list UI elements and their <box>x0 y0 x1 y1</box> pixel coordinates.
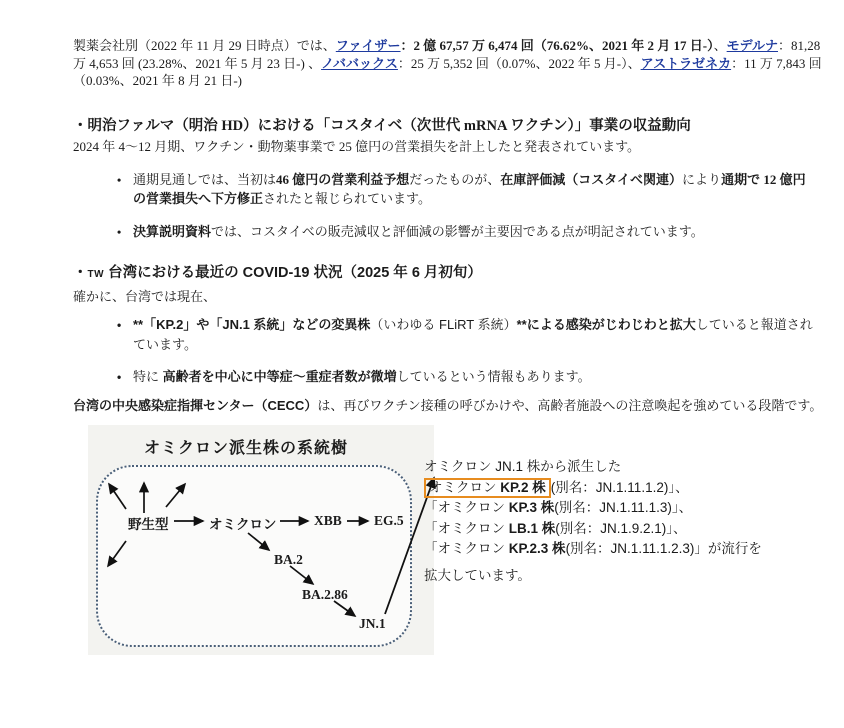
text-segment: KP.2 株 <box>500 479 546 495</box>
paragraph-vaccine-stats <box>73 37 830 90</box>
list-item-variants-flirt <box>115 315 815 354</box>
text-segment: されたと報じられています。 <box>263 191 431 206</box>
text-segment: しているという情報もあります。 <box>396 369 591 384</box>
text-segment: 「オミクロン <box>424 541 509 556</box>
text-segment: では、コスタイベの販売減収と評価減の影響が主要因である点が明記されています。 <box>211 223 704 239</box>
hyperlink[interactable]: アストラゼネカ <box>640 55 732 71</box>
text-segment: 高齢者を中心に中等症～重症者数が微増 <box>162 369 397 384</box>
paragraph-meiji-intro: 2024 年 4～12 月期、ワクチン・動物薬事業で 25 億円の営業損失を計上したと発表されています。 <box>73 138 641 154</box>
text-segment: LB.1 株 <box>508 520 556 536</box>
side-note-line <box>424 457 834 478</box>
hyperlink[interactable]: ファイザー <box>335 38 401 53</box>
side-note-line-kp2 <box>424 478 834 499</box>
text-segment: (別名：JN.1.9.2.1)」、 <box>555 520 687 536</box>
text-segment: (別名：JN.1.11.1.3)」、 <box>554 500 693 515</box>
text-segment: オミクロン <box>429 479 501 495</box>
node-eg5: EG.5 <box>374 513 404 528</box>
highlight-box-kp2 <box>424 478 551 498</box>
list-item-earnings-material <box>115 222 815 242</box>
hyperlink[interactable]: モデルナ <box>726 38 778 53</box>
text-segment: ・明治ファルマ（明治 HD）における「コスタイベ（次世代 mRNA ワクチン）」事業の収益動向 <box>73 117 691 134</box>
node-ba286: BA.2.86 <box>302 587 348 602</box>
text-segment: KP.2.3 株 <box>508 541 566 556</box>
text-segment: 46 億円の営業利益予想 <box>276 171 410 187</box>
text-segment: だったものが、 <box>409 171 501 187</box>
text-segment: **による感染がじわじわと拡大 <box>516 317 696 332</box>
text-segment: KP.3 株 <box>508 500 555 515</box>
heading-meiji-costaive <box>73 117 830 136</box>
text-segment: ：2 億 67,57 万 6,474 回（76.62%、2021 年 2 月 17 日-） <box>400 38 714 53</box>
paragraph-cecc <box>73 397 830 415</box>
text-segment: 拡大しています。 <box>424 567 531 583</box>
list-taiwan <box>73 315 830 387</box>
node-jn1: JN.1 <box>359 616 386 631</box>
list-item-elderly-severity <box>115 367 815 387</box>
node-omicron: オミクロン <box>209 517 277 532</box>
text-segment: 通期で 12 億円の営業損失へ下方修正 <box>133 171 806 206</box>
hyperlink[interactable]: ノババックス <box>321 55 398 71</box>
text-segment: （いわゆる FLiRT 系統） <box>370 317 517 332</box>
text-segment: は、再びワクチン接種の呼びかけや、高齢者施設への注意喚起を強めている段階です。 <box>317 397 823 413</box>
text-segment: (別名：JN.1.11.1.2)」、 <box>550 479 689 495</box>
figure-omicron-lineage <box>88 425 434 655</box>
text-segment: していると報道されています。 <box>133 317 813 352</box>
side-note-line-lb1 <box>424 519 834 540</box>
text-segment: オミクロン JN.1 株から派生した <box>424 459 622 474</box>
side-note-line-kp3 <box>424 498 834 519</box>
list-meiji <box>73 170 830 242</box>
text-segment: (別名：JN.1.11.1.2.3)」が流行を <box>565 541 762 556</box>
heading-taiwan-covid <box>73 264 830 284</box>
text-segment: 「オミクロン <box>424 500 509 515</box>
node-ba2: BA.2 <box>274 552 303 567</box>
side-note-derived-strains <box>424 457 834 586</box>
side-note-line-kp23 <box>424 539 834 560</box>
side-note-line-expanding <box>424 566 834 587</box>
text-segment: 、 <box>713 38 727 53</box>
text-segment: TW <box>87 269 105 280</box>
text-segment: 台湾の中央感染症指揮センター（CECC） <box>73 397 318 413</box>
text-segment: 在庫評価減（コスタイベ関連） <box>500 171 683 187</box>
paragraph-taiwan-intro: 確かに、台湾では現在、 <box>73 289 217 304</box>
text-segment: 製薬会社別（2022 年 11 月 29 日時点）では、 <box>73 38 336 53</box>
list-item-full-year-forecast <box>115 170 815 209</box>
node-wild-type: 野生型 <box>128 517 169 532</box>
figure-title: オミクロン派生株の系統樹 <box>144 440 349 457</box>
text-segment: **「KP.2」や「JN.1 系統」などの変異株 <box>133 317 371 332</box>
lineage-arrows-graphic <box>88 425 468 655</box>
text-segment: 特に <box>133 369 163 384</box>
text-segment: 台湾における最近の COVID-19 状況（2025 年 6 月初旬） <box>104 265 482 281</box>
text-segment: 「オミクロン <box>424 520 509 536</box>
text-segment: 決算説明資料 <box>133 223 212 239</box>
text-segment: ：81,28 万 4,653 回 (23.28%、2021 年 5 月 23 日-) 、 <box>73 38 821 71</box>
text-segment: ：25 万 5,352 回（0.07%、2022 年 5 月-）、 <box>397 55 641 71</box>
text-segment: 通期見通しでは、当初は <box>133 171 277 187</box>
text-segment: ・ <box>73 265 88 281</box>
document-body <box>73 37 830 414</box>
text-segment: により <box>682 171 722 187</box>
text-segment: ：11 万 7,843 回（0.03%、2021 年 8 月 21 日-) <box>73 55 822 88</box>
node-xbb: XBB <box>314 513 342 528</box>
